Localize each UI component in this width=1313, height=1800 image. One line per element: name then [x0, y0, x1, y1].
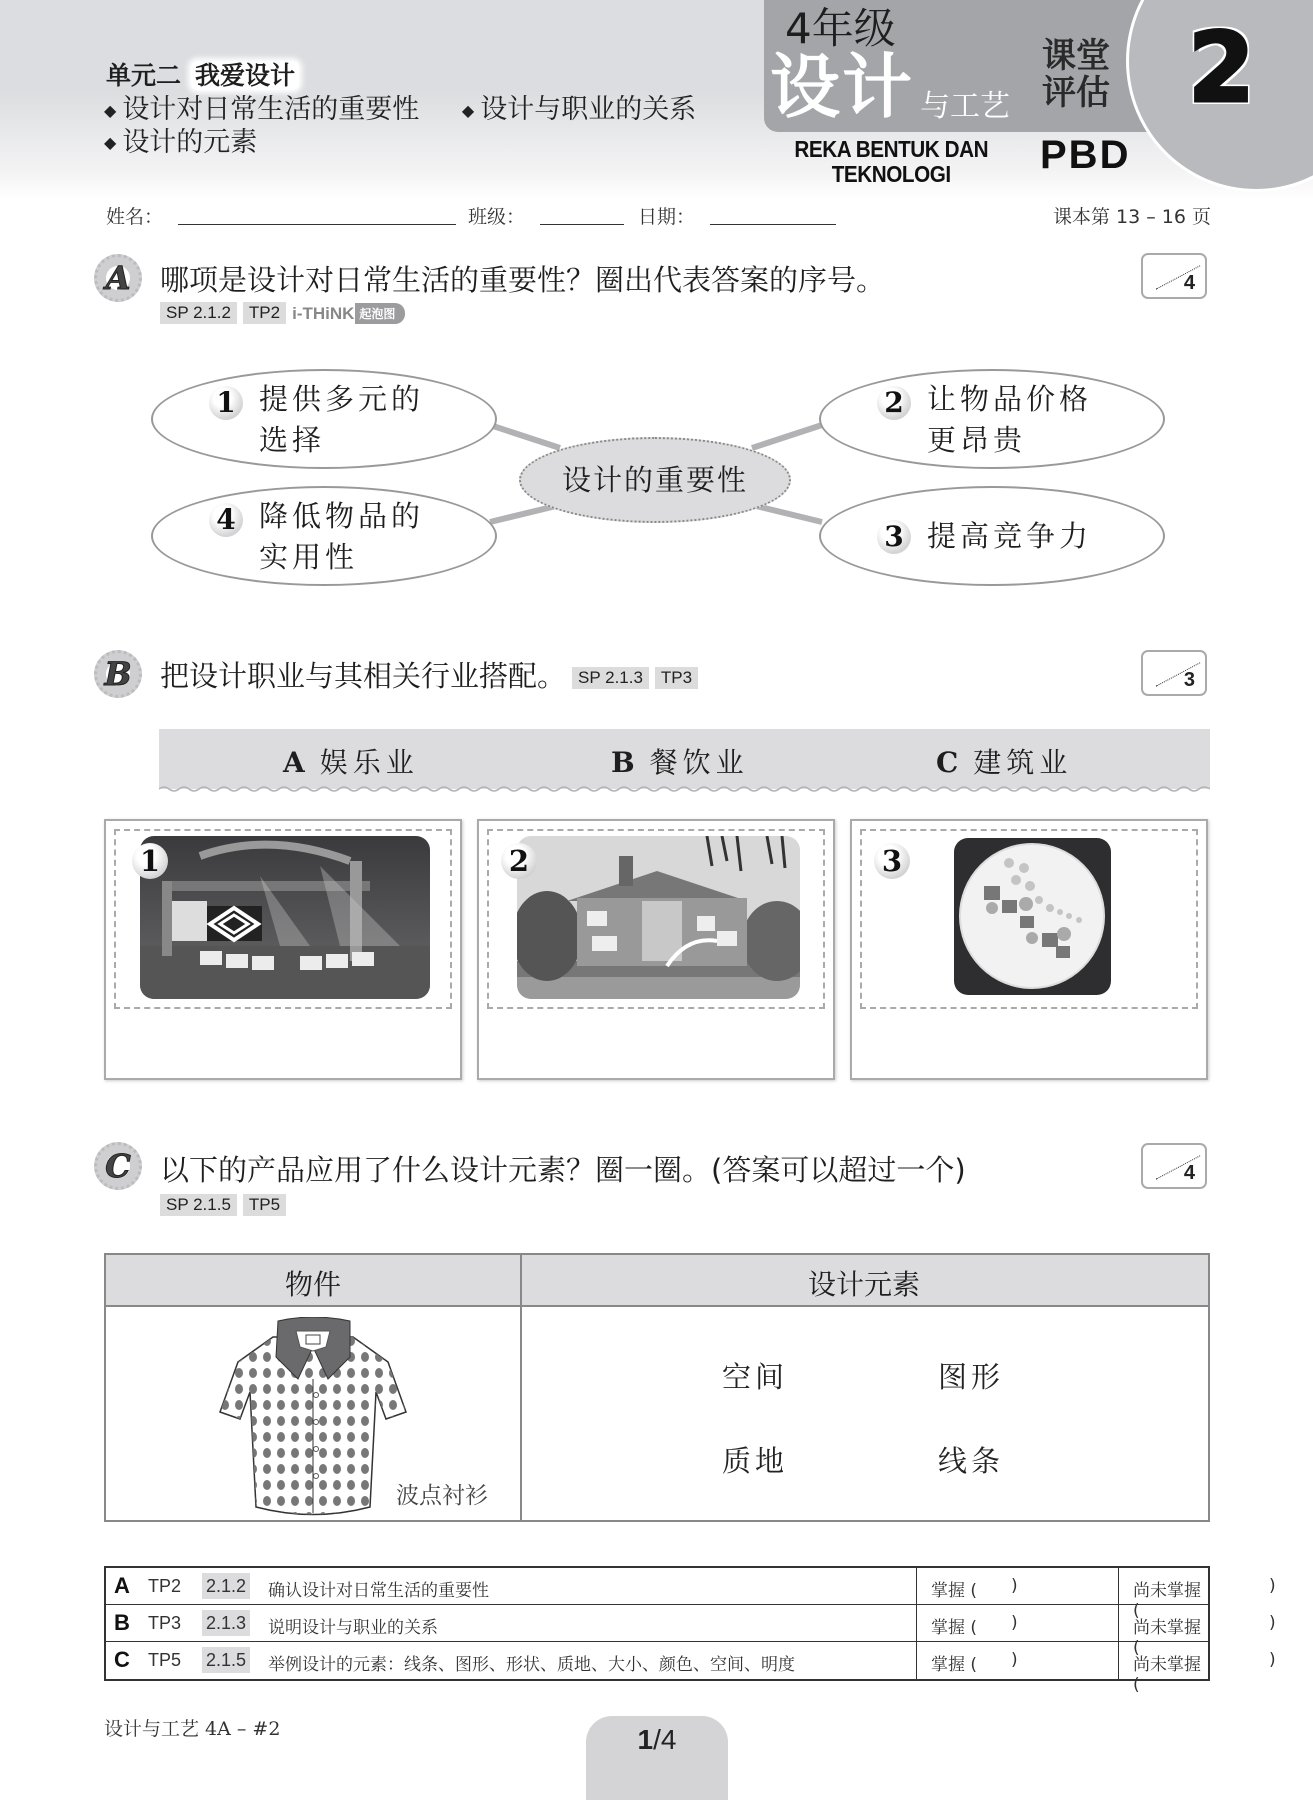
topic-item: ◆ 设计与职业的关系: [461, 94, 697, 125]
item-caption: 波点衬衫: [396, 1483, 488, 1509]
match-card-3[interactable]: [850, 819, 1208, 1080]
subject-title: 设计: [770, 46, 914, 128]
grade-label: 4年级: [785, 4, 896, 53]
element-option-space[interactable]: 空间: [722, 1360, 789, 1394]
section-a-score-box[interactable]: 4: [1141, 253, 1207, 299]
option-number: 4: [209, 503, 243, 537]
not-mastered-checkbox[interactable]: 尚未掌握 ( ): [1118, 1568, 1208, 1604]
card-number: 1: [132, 843, 168, 879]
mastery-row-b: B TP3 2.1.3 说明设计与职业的关系 掌握 ( ) 尚未掌握 ( ): [106, 1605, 1208, 1642]
option-text: 降低物品的 实用性: [259, 499, 425, 574]
element-option-line[interactable]: 线条: [938, 1444, 1005, 1478]
tp-tag: TP5: [243, 1194, 286, 1216]
section-c-badge: C: [94, 1142, 142, 1190]
card-number: 2: [501, 843, 537, 879]
tp-tag: TP3: [655, 667, 698, 689]
option-number: 3: [877, 520, 911, 554]
mastered-checkbox[interactable]: 掌握 ( ): [916, 1605, 1126, 1641]
diamond-bullet-icon: ◆: [104, 133, 117, 152]
section-c-score-box[interactable]: 4: [1141, 1143, 1207, 1189]
page-indicator: [586, 1716, 728, 1800]
date-field[interactable]: [710, 224, 836, 225]
topic-item: ◆ 设计的元素: [104, 126, 258, 158]
option-number: 2: [877, 386, 911, 420]
not-mastered-checkbox[interactable]: 尚未掌握 ( ): [1118, 1642, 1208, 1679]
wavy-divider: [159, 785, 1210, 793]
ithink-badge: i-THiNK 起泡图: [292, 303, 405, 324]
class-field[interactable]: [540, 224, 624, 225]
diamond-bullet-icon: ◆: [461, 100, 475, 120]
industry-option-b[interactable]: B 餐饮业: [611, 746, 749, 779]
pbd-label: PBD: [1040, 133, 1131, 177]
option-number: 1: [209, 386, 243, 420]
mastery-table: [104, 1566, 1276, 1695]
section-a-tags: [160, 302, 405, 324]
unit-heading: [106, 56, 299, 92]
mastered-checkbox[interactable]: 掌握 ( ): [916, 1642, 1126, 1679]
topic-item: ◆ 设计对日常生活的重要性: [104, 94, 420, 125]
mastery-row-c: C TP5 2.1.5 举例设计的元素：线条、图形、形状、质地、大小、颜色、空间、明度 掌握 ( ) 尚未掌握 ( ): [106, 1642, 1208, 1679]
section-b-badge: B: [94, 650, 142, 698]
assessment-label: [1042, 38, 1122, 113]
plated-food-photo: [954, 838, 1111, 995]
student-info-row: [106, 200, 1211, 230]
option-text: 提高竞争力: [927, 519, 1093, 553]
sp-tag: SP 2.1.3: [572, 667, 649, 689]
polka-dot-shirt-illustration: [218, 1317, 408, 1517]
topic-list: [104, 94, 696, 159]
stage-design-photo: [140, 836, 430, 999]
subject-subtitle: 与工艺: [920, 89, 1010, 124]
section-c-question: 以下的产品应用了什么设计元素？圈一圈。(答案可以超过一个): [160, 1153, 966, 1187]
bubble-option-2[interactable]: [819, 369, 1165, 469]
not-mastered-checkbox[interactable]: 尚未掌握 ( ): [1118, 1605, 1208, 1641]
card-number: 3: [874, 843, 910, 879]
industry-options-bar: [159, 729, 1210, 789]
industry-option-c[interactable]: C 建筑业: [936, 746, 1073, 779]
section-b-score-box[interactable]: 3: [1141, 650, 1207, 696]
industry-option-a[interactable]: A 娱乐业: [283, 746, 419, 779]
house-architecture-photo: [517, 836, 800, 999]
name-label: 姓名：: [106, 206, 164, 228]
bubble-option-1[interactable]: [151, 369, 497, 469]
element-option-shape[interactable]: 图形: [938, 1360, 1005, 1394]
class-label: 班级：: [468, 206, 526, 228]
tp-tag: TP2: [243, 302, 286, 324]
worksheet-code: 设计与工艺 4A – #2: [104, 1718, 281, 1740]
match-card-1[interactable]: [104, 819, 462, 1080]
section-b-question: 把设计职业与其相关行业搭配。 SP 2.1.3 TP3: [160, 654, 704, 695]
worksheet-number: 2: [1188, 12, 1255, 124]
bubble-option-3[interactable]: [819, 486, 1165, 586]
section-a-badge: A: [94, 254, 142, 302]
sp-tag: SP 2.1.5: [160, 1194, 237, 1216]
bubble-map-center: 设计的重要性: [519, 437, 791, 523]
section-a-question: 哪项是设计对日常生活的重要性？圈出代表答案的序号。: [160, 263, 886, 297]
option-text: 让物品价格 更昂贵: [927, 382, 1093, 457]
bubble-option-4[interactable]: [151, 486, 497, 586]
mastered-checkbox[interactable]: 掌握 ( ): [916, 1568, 1126, 1604]
sp-tag: SP 2.1.2: [160, 302, 237, 324]
element-option-texture[interactable]: 质地: [722, 1444, 789, 1478]
assessment-line2: 评估: [1042, 73, 1110, 114]
assessment-line1: 课堂: [1042, 36, 1110, 76]
mastery-row-a: A TP2 2.1.2 确认设计对日常生活的重要性 掌握 ( ) 尚未掌握 ( ): [106, 1568, 1208, 1605]
section-c-tags: [160, 1194, 292, 1216]
unit-label: 单元二: [106, 61, 182, 90]
design-elements-table: [104, 1253, 1210, 1522]
unit-name: 我爱设计: [191, 61, 299, 90]
current-page: 1: [637, 1724, 654, 1755]
malay-line2: TEKNOLOGI: [831, 160, 951, 187]
date-label: 日期：: [638, 206, 696, 228]
malay-line1: REKA BENTUK DAN: [794, 136, 989, 162]
textbook-pages: 课本第 13 – 16 页: [1052, 206, 1211, 228]
malay-subject: [790, 137, 993, 187]
total-pages: /4: [653, 1724, 677, 1755]
diamond-bullet-icon: ◆: [104, 100, 117, 120]
match-card-2[interactable]: [477, 819, 835, 1080]
option-text: 提供多元的 选择: [259, 382, 425, 457]
name-field[interactable]: [178, 224, 456, 225]
column-header-item: 物件: [284, 1268, 341, 1301]
column-header-elements: 设计元素: [807, 1268, 920, 1301]
